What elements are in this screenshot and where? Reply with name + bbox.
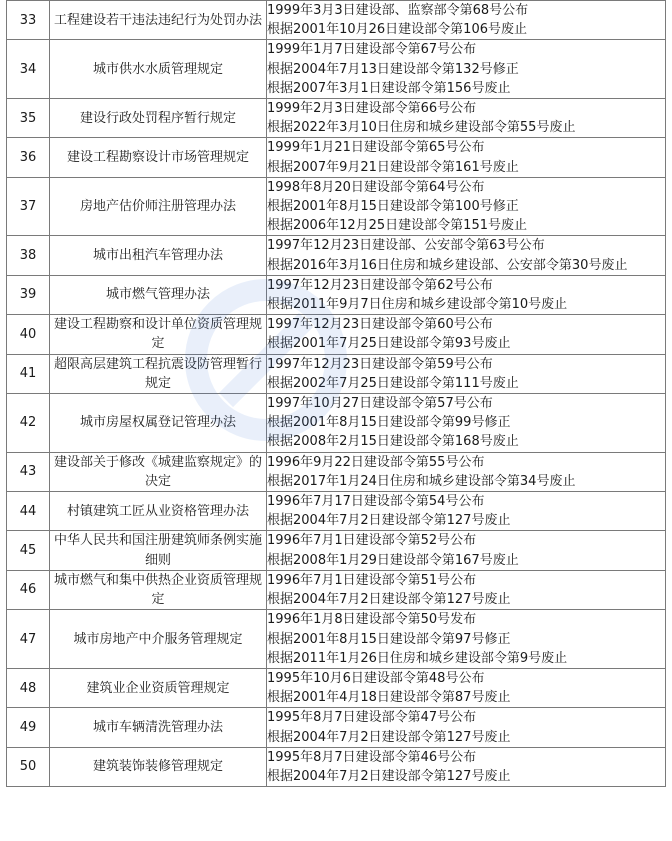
regulation-name: 城市出租汽车管理办法 (50, 236, 267, 275)
regulations-table (6, 0, 666, 787)
table-row (7, 315, 666, 354)
regulations-document (6, 0, 666, 787)
regulation-history (267, 236, 666, 275)
regulation-name: 城市燃气管理办法 (50, 275, 267, 314)
row-number: 38 (7, 236, 50, 275)
row-number: 43 (7, 452, 50, 491)
regulation-name: 建设行政处罚程序暂行规定 (50, 99, 267, 138)
table-row (7, 40, 666, 99)
regulation-name: 城市供水水质管理规定 (50, 40, 267, 99)
regulation-history (267, 138, 666, 177)
regulation-history (267, 40, 666, 99)
history-line: 根据2004年7月2日建设部令第127号废止 (267, 592, 511, 608)
regulation-history (267, 492, 666, 531)
history-line: 根据2001年8月15日建设部令第99号修正 (267, 415, 511, 431)
regulation-name: 城市房地产中介服务管理规定 (50, 610, 267, 669)
history-line: 根据2001年8月15日建设部令第100号修正 (267, 199, 519, 215)
row-number: 45 (7, 531, 50, 570)
history-line: 1999年3月3日建设部、监察部令第68号公布 (267, 3, 529, 18)
table-row (7, 570, 666, 609)
history-line: 1997年12月23日建设部令第62号公布 (267, 277, 493, 293)
regulation-history (267, 1, 666, 40)
history-line: 根据2011年9月7日住房和城乡建设部令第10号废止 (267, 297, 568, 313)
history-line: 1996年7月1日建设部令第51号公布 (267, 572, 477, 588)
row-number: 41 (7, 354, 50, 393)
regulation-history (267, 177, 666, 236)
row-number: 42 (7, 394, 50, 453)
regulation-history (267, 275, 666, 314)
regulation-name: 建设工程勘察和设计单位资质管理规定 (50, 315, 267, 354)
regulation-name: 城市燃气和集中供热企业资质管理规定 (50, 570, 267, 609)
row-number: 37 (7, 177, 50, 236)
regulation-history (267, 570, 666, 609)
regulation-history (267, 747, 666, 786)
history-line: 根据2002年7月25日建设部令第111号废止 (267, 375, 519, 391)
regulation-name: 超限高层建筑工程抗震设防管理暂行规定 (50, 354, 267, 393)
regulation-name: 房地产估价师注册管理办法 (50, 177, 267, 236)
history-line: 根据2001年4月18日建设部令第87号废止 (267, 690, 511, 706)
history-line: 根据2001年7月25日建设部令第93号废止 (267, 336, 511, 352)
table-row (7, 708, 666, 747)
regulation-name: 城市房屋权属登记管理办法 (50, 394, 267, 453)
table-row (7, 177, 666, 236)
history-line: 1996年1月8日建设部令第50号发布 (267, 612, 477, 628)
regulation-name: 城市车辆清洗管理办法 (50, 708, 267, 747)
regulation-history (267, 452, 666, 491)
regulation-name: 中华人民共和国注册建筑师条例实施细则 (50, 531, 267, 570)
history-line: 1999年1月21日建设部令第65号公布 (267, 140, 485, 156)
table-row (7, 138, 666, 177)
table-row (7, 492, 666, 531)
regulation-name: 建筑装饰装修管理规定 (50, 747, 267, 786)
history-line: 根据2011年1月26日住房和城乡建设部令第9号废止 (267, 650, 568, 666)
table-row (7, 354, 666, 393)
table-row (7, 99, 666, 138)
history-line: 根据2004年7月13日建设部令第132号修正 (267, 61, 519, 77)
table-row (7, 610, 666, 669)
row-number: 47 (7, 610, 50, 669)
row-number: 39 (7, 275, 50, 314)
history-line: 根据2007年9月21日建设部令第161号废止 (267, 159, 519, 175)
table-row (7, 531, 666, 570)
history-line: 根据2008年1月29日建设部令第167号废止 (267, 552, 519, 568)
regulation-history (267, 668, 666, 707)
regulation-name: 工程建设若干违法违纪行为处罚办法 (50, 1, 267, 40)
row-number: 34 (7, 40, 50, 99)
history-line: 根据2001年8月15日建设部令第97号修正 (267, 631, 511, 647)
regulation-history (267, 708, 666, 747)
table-row (7, 747, 666, 786)
row-number: 35 (7, 99, 50, 138)
row-number: 49 (7, 708, 50, 747)
history-line: 根据2022年3月10日住房和城乡建设部令第55号废止 (267, 120, 576, 136)
history-line: 1996年9月22日建设部令第55号公布 (267, 454, 485, 470)
history-line: 根据2004年7月2日建设部令第127号废止 (267, 768, 511, 784)
regulation-name: 建筑业企业资质管理规定 (50, 668, 267, 707)
history-line: 1997年12月23日建设部令第59号公布 (267, 356, 493, 372)
table-row (7, 236, 666, 275)
regulation-history (267, 315, 666, 354)
row-number: 44 (7, 492, 50, 531)
history-line: 1999年2月3日建设部令第66号公布 (267, 101, 477, 117)
table-row (7, 1, 666, 40)
regulation-history (267, 99, 666, 138)
row-number: 50 (7, 747, 50, 786)
history-line: 1997年10月27日建设部令第57号公布 (267, 396, 493, 412)
regulation-history (267, 610, 666, 669)
row-number: 33 (7, 1, 50, 40)
regulation-name: 村镇建筑工匠从业资格管理办法 (50, 492, 267, 531)
table-row (7, 452, 666, 491)
row-number: 40 (7, 315, 50, 354)
history-line: 根据2017年1月24日住房和城乡建设部令第34号废止 (267, 473, 576, 489)
history-line: 1995年8月7日建设部令第46号公布 (267, 749, 477, 765)
history-line: 根据2006年12月25日建设部令第151号废止 (267, 218, 527, 234)
table-row (7, 668, 666, 707)
history-line: 1996年7月1日建设部令第52号公布 (267, 533, 477, 549)
history-line: 根据2007年3月1日建设部令第156号废止 (267, 80, 511, 96)
table-row (7, 275, 666, 314)
history-line: 1995年10月6日建设部令第48号公布 (267, 670, 485, 686)
history-line: 根据2004年7月2日建设部令第127号废止 (267, 729, 511, 745)
history-line: 根据2004年7月2日建设部令第127号废止 (267, 513, 511, 529)
history-line: 1999年1月7日建设部令第67号公布 (267, 42, 477, 58)
history-line: 1996年7月17日建设部令第54号公布 (267, 494, 485, 510)
row-number: 36 (7, 138, 50, 177)
history-line: 根据2016年3月16日住房和城乡建设部、公安部令第30号废止 (267, 257, 628, 273)
regulations-table-body (7, 1, 666, 787)
history-line: 1997年12月23日建设部、公安部令第63号公布 (267, 238, 545, 254)
regulation-name: 建设工程勘察设计市场管理规定 (50, 138, 267, 177)
table-row (7, 394, 666, 453)
history-line: 1998年8月20日建设部令第64号公布 (267, 179, 485, 195)
history-line: 根据2001年10月26日建设部令第106号废止 (267, 22, 527, 38)
row-number: 46 (7, 570, 50, 609)
regulation-history (267, 354, 666, 393)
history-line: 1997年12月23日建设部令第60号公布 (267, 317, 493, 333)
history-line: 1995年8月7日建设部令第47号公布 (267, 710, 477, 726)
regulation-name: 建设部关于修改《城建监察规定》的决定 (50, 452, 267, 491)
regulation-history (267, 394, 666, 453)
regulation-history (267, 531, 666, 570)
history-line: 根据2008年2月15日建设部令第168号废止 (267, 434, 519, 450)
row-number: 48 (7, 668, 50, 707)
